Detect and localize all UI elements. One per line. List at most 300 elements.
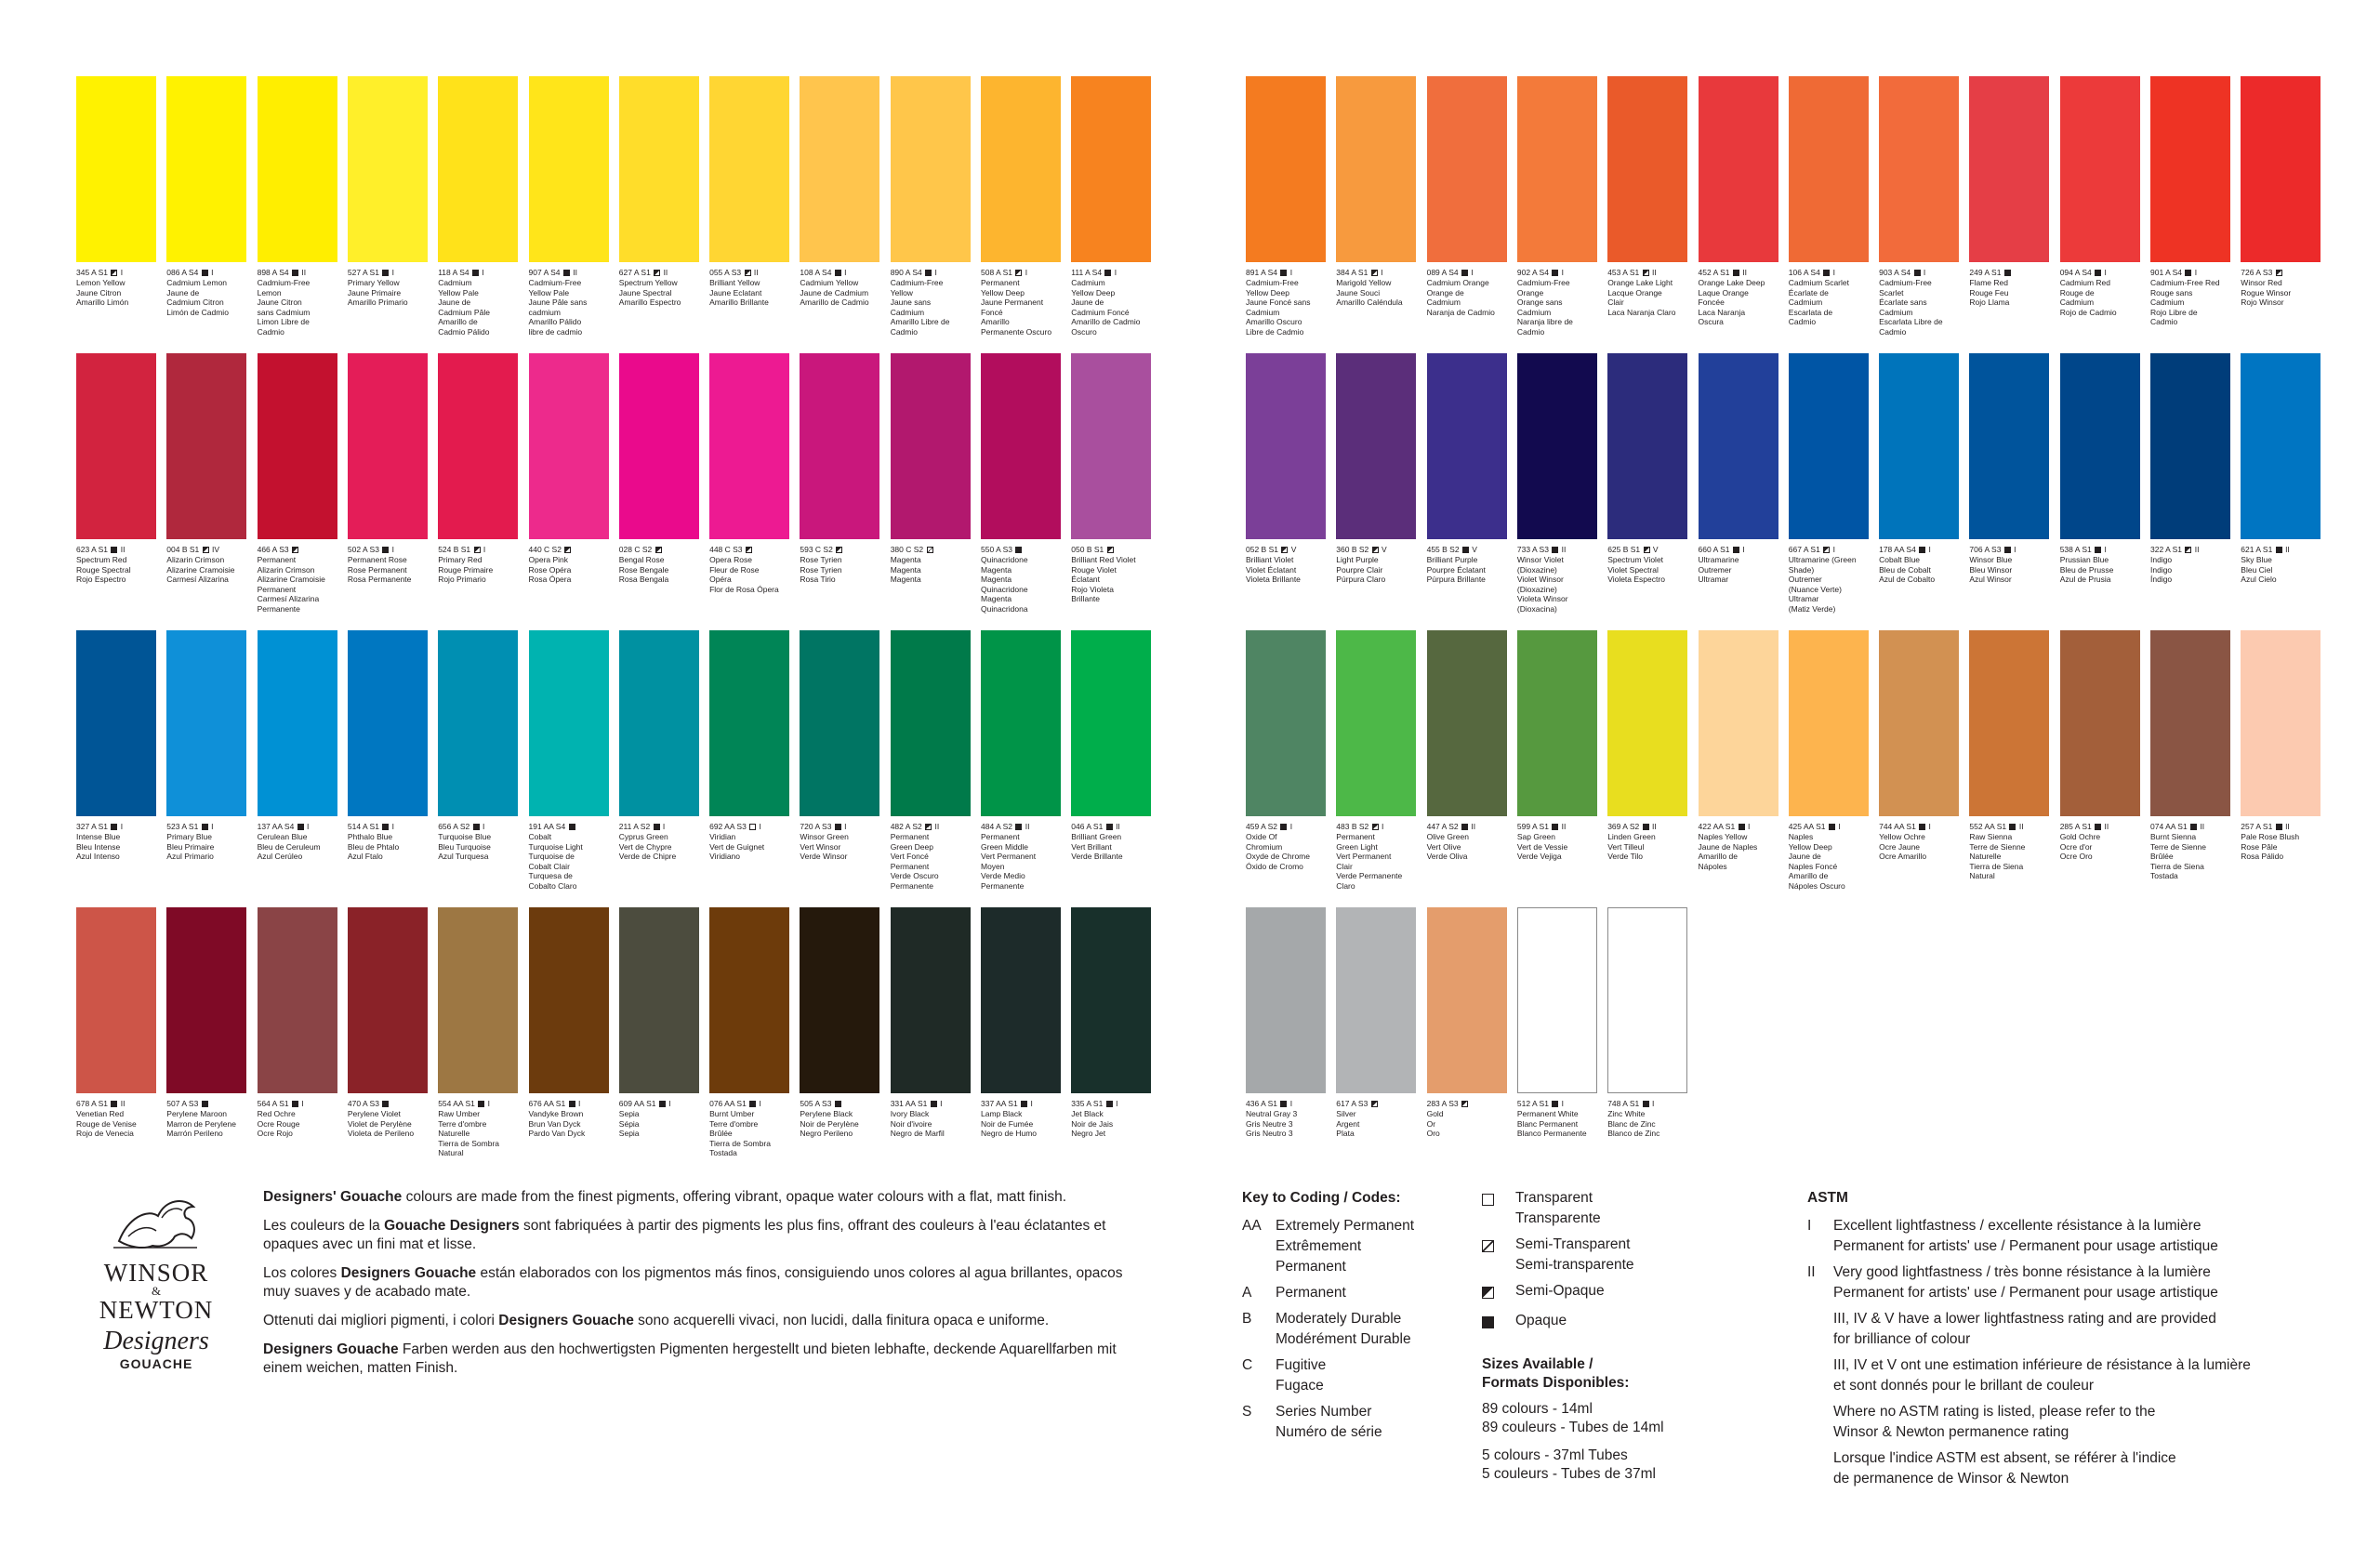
swatch-chip xyxy=(529,630,609,816)
color-swatch xyxy=(981,76,1061,337)
swatch-name-line: Oxide Of xyxy=(1246,832,1277,841)
opacity-icon xyxy=(1643,1101,1649,1107)
color-swatch xyxy=(1246,76,1326,337)
swatch-code-text: 625 B S1 xyxy=(1607,545,1643,554)
color-swatch xyxy=(1607,907,1687,1139)
swatch-name-line: Magenta xyxy=(890,564,921,575)
swatch-chip xyxy=(1427,907,1507,1093)
swatch-chip xyxy=(2241,353,2320,539)
astm-note-line: III, IV & V have a lower lightfastness rating and are provided xyxy=(1833,1311,2216,1327)
swatch-name-line: Violeta Espectro xyxy=(1607,575,1665,584)
swatch-names xyxy=(2150,278,2230,327)
swatch-chip xyxy=(348,76,428,262)
swatch-name-line: Cadmium xyxy=(1246,307,1280,317)
swatch-name-line: Ivory Black xyxy=(890,1109,930,1118)
astm-line: Permanent for artists' use / Permanent pour usage artistique xyxy=(1833,1285,2218,1301)
opacity-key-desc xyxy=(1515,1311,1567,1335)
swatch-chip xyxy=(166,353,246,539)
swatch-name-line: Rosa Permanente xyxy=(347,575,412,584)
swatch-names xyxy=(2060,278,2140,317)
swatch-name-line: Rouge Spectral xyxy=(76,564,131,575)
swatch-code-text: 191 AA S4 xyxy=(528,822,568,831)
color-swatch xyxy=(1969,353,2049,585)
opacity-icon xyxy=(835,1101,841,1107)
swatch-name-line: Primary Red xyxy=(438,555,483,564)
swatch-code-text: 720 A S3 xyxy=(800,822,834,831)
swatch-code-text: 744 AA S1 xyxy=(1879,822,1919,831)
swatch-name-line: Laca Naranja xyxy=(1698,307,1746,317)
coding-key-line: Extrêmement xyxy=(1276,1238,1362,1254)
astm-line: Permanent for artists' use / Permanent pour usage artistique xyxy=(1833,1238,2218,1254)
coding-key-desc xyxy=(1276,1402,1382,1443)
swatch-name-line: Sepia xyxy=(618,1109,640,1118)
swatch-name-line: Tierra de Sombra xyxy=(709,1138,771,1148)
coding-key-code: A xyxy=(1242,1285,1252,1301)
swatch-names xyxy=(2060,832,2140,862)
swatch-names xyxy=(166,278,246,317)
swatch-code xyxy=(709,545,789,554)
swatch-name-line: Gold xyxy=(1426,1109,1444,1118)
astm-note-line: for brilliance of colour xyxy=(1833,1331,1971,1347)
swatch-code xyxy=(1607,822,1687,831)
swatch-chip xyxy=(529,353,609,539)
swatch-name-line: libre de cadmio xyxy=(528,326,583,337)
swatch-name-line: Amarillo de xyxy=(438,317,478,326)
swatch-chip xyxy=(1336,907,1416,1093)
swatch-name-line: Orange de xyxy=(1426,287,1464,297)
swatch-name-line: Rogue Winsor xyxy=(2241,287,2292,297)
swatch-chip xyxy=(2150,353,2230,539)
opacity-icon xyxy=(473,824,480,830)
swatch-code-text: 455 B S2 xyxy=(1426,545,1461,554)
swatch-code-text: 076 AA S1 xyxy=(709,1099,749,1108)
coding-key-row xyxy=(1242,1355,1474,1396)
swatch-name-line: Cadmium-Free xyxy=(1246,278,1299,287)
swatch-names xyxy=(891,1109,971,1139)
swatch-names xyxy=(1517,832,1597,862)
swatch-chip xyxy=(1607,907,1687,1093)
swatch-names xyxy=(2241,278,2320,308)
swatch-name-line: Perylene Maroon xyxy=(166,1109,228,1118)
swatch-name-line: Olive Green xyxy=(1426,832,1469,841)
opacity-icon xyxy=(1919,547,1925,553)
swatch-name-line: Viridian xyxy=(709,832,736,841)
swatch-name-line: Lemon xyxy=(257,287,282,297)
swatch-names xyxy=(166,832,246,862)
color-swatch xyxy=(438,907,518,1158)
coding-key-line: Permanent xyxy=(1276,1285,1346,1301)
swatch-chip xyxy=(1789,353,1869,539)
opacity-key-row xyxy=(1482,1281,1696,1305)
swatch-name-line: Brûlée xyxy=(709,1129,733,1138)
swatch-names xyxy=(1246,832,1326,871)
swatch-code-text: 564 A S1 xyxy=(257,1099,291,1108)
swatch-name-line: Turquoise de xyxy=(528,852,575,861)
astm-rating: I xyxy=(118,268,124,277)
swatch-chip xyxy=(1517,907,1597,1093)
swatch-name-line: Rojo de Cadmio xyxy=(2059,307,2117,317)
color-swatch xyxy=(1427,630,1507,862)
astm-rating: I xyxy=(1649,1099,1655,1108)
swatch-code-text: 676 AA S1 xyxy=(528,1099,568,1108)
swatch-chip xyxy=(2241,76,2320,262)
swatch-code xyxy=(438,268,518,277)
swatch-chip xyxy=(1336,630,1416,816)
opacity-icon xyxy=(1106,824,1113,830)
color-swatch xyxy=(891,76,971,337)
coding-key-line: Series Number xyxy=(1276,1404,1372,1420)
astm-rating: I xyxy=(208,268,214,277)
swatch-name-line: Vert Permanent xyxy=(1336,852,1392,861)
swatch-code xyxy=(438,822,518,831)
swatch-code-text: 283 A S3 xyxy=(1426,1099,1461,1108)
swatch-names xyxy=(709,1109,789,1158)
swatch-name-line: Flame Red xyxy=(1969,278,2008,287)
astm-note xyxy=(1833,1309,2309,1350)
astm-rating: I xyxy=(937,1099,943,1108)
swatch-name-line: Ocre Rouge xyxy=(257,1118,300,1129)
swatch-code xyxy=(76,822,156,831)
swatch-names xyxy=(1517,1109,1597,1139)
swatch-names xyxy=(1607,278,1687,317)
swatch-name-line: Negro de Marfil xyxy=(890,1129,945,1138)
swatch-name-line: Indigo xyxy=(2150,555,2173,564)
swatch-name-line: Raw Umber xyxy=(438,1109,481,1118)
swatch-name-line: Jaune Permanent xyxy=(981,297,1044,307)
color-swatch xyxy=(1969,76,2049,308)
swatch-name-line: Sap Green xyxy=(1516,832,1556,841)
swatch-code-text: 466 A S3 xyxy=(257,545,291,554)
swatch-name-line: Magenta xyxy=(981,594,1012,603)
swatch-code xyxy=(1699,545,1778,554)
astm-rating: II xyxy=(299,268,307,277)
swatch-code xyxy=(800,268,879,277)
swatch-code-text: 453 A S1 xyxy=(1607,268,1642,277)
opacity-icon xyxy=(298,824,304,830)
swatch-chip xyxy=(1246,630,1326,816)
astm-rating: I xyxy=(1559,1099,1565,1108)
swatch-names xyxy=(709,278,789,308)
swatch-chip xyxy=(1879,76,1959,262)
coding-key-row xyxy=(1242,1216,1474,1277)
swatch-name-line: Ocre Amarillo xyxy=(1879,852,1927,861)
opacity-icon xyxy=(1372,824,1379,830)
swatch-name-line: Linden Green xyxy=(1607,832,1656,841)
color-swatch xyxy=(438,630,518,862)
swatch-name-line: Permanent Rose xyxy=(347,555,407,564)
swatch-code-text: 552 AA S1 xyxy=(1969,822,2009,831)
astm-note xyxy=(1833,1448,2309,1489)
opacity-icon xyxy=(292,547,298,553)
swatch-name-line: Indigo xyxy=(2150,564,2173,575)
swatch-name-line: Permanente xyxy=(981,880,1025,891)
astm-rating: V xyxy=(1289,545,1297,554)
swatch-code-text: 891 A S4 xyxy=(1246,268,1280,277)
swatch-code xyxy=(1246,1099,1326,1108)
swatch-name-line: Violeta Brillante xyxy=(1246,575,1301,584)
swatch-name-line: Yellow Pale xyxy=(438,287,479,297)
swatch-name-line: Permanente xyxy=(257,603,300,614)
swatch-code-text: 440 C S2 xyxy=(528,545,564,554)
swatch-code-text: 706 A S3 xyxy=(1969,545,2003,554)
opacity-icon xyxy=(1280,270,1287,276)
swatch-code-text: 448 C S3 xyxy=(709,545,745,554)
astm-rating: I xyxy=(1469,268,1474,277)
astm-rating: I xyxy=(575,1099,581,1108)
astm-note-line: et sont donnés pour le brillant de couleur xyxy=(1833,1378,2095,1394)
swatch-name-line: Shade) xyxy=(1788,564,1815,575)
swatch-code-text: 901 A S4 xyxy=(2150,268,2185,277)
swatch-name-line: Fleur de Rose xyxy=(709,564,760,575)
swatch-code xyxy=(258,268,337,277)
color-swatch xyxy=(2241,76,2320,308)
swatch-name-line: Bleu de Phtalo xyxy=(347,841,400,852)
opacity-icon xyxy=(478,1101,484,1107)
astm-desc xyxy=(1833,1216,2218,1257)
swatch-name-line: Perylene Violet xyxy=(347,1109,401,1118)
astm-rating: II xyxy=(2016,822,2024,831)
swatch-name-line: Prussian Blue xyxy=(2059,555,2109,564)
opacity-icon xyxy=(1552,270,1558,276)
astm-rating: II xyxy=(661,268,668,277)
swatch-name-line: Bleu de Ceruleum xyxy=(257,841,321,852)
color-swatch xyxy=(1789,353,1869,614)
swatch-name-line: Pardo Van Dyck xyxy=(528,1129,586,1138)
swatch-name-line: Light Purple xyxy=(1336,555,1379,564)
opacity-icon xyxy=(382,547,389,553)
astm-rating: I xyxy=(2011,545,2016,554)
color-swatch xyxy=(1517,907,1597,1139)
intro-paragraph xyxy=(263,1188,1137,1207)
swatch-name-line: Azul Winsor xyxy=(1969,575,2012,584)
swatch-code xyxy=(1699,822,1778,831)
swatch-code-text: 660 A S1 xyxy=(1698,545,1732,554)
astm-code: I xyxy=(1807,1218,1812,1234)
swatch-name-line: Amarillo Oscuro xyxy=(1246,317,1302,326)
swatch-names xyxy=(1246,278,1326,337)
swatch-name-line: Tierra de Siena xyxy=(1969,861,2024,871)
swatch-name-line: Rouge Primaire xyxy=(438,564,494,575)
swatch-chip xyxy=(1427,630,1507,816)
swatch-name-line: Bleu Ciel xyxy=(2241,564,2273,575)
swatch-name-line: Green Light xyxy=(1336,841,1378,852)
swatch-name-line: Bleu de Prusse xyxy=(2059,564,2114,575)
swatch-chip xyxy=(1879,353,1959,539)
swatch-name-line: Alizarin Crimson xyxy=(166,555,225,564)
swatch-name-line: Blanc Permanent xyxy=(1516,1118,1579,1129)
swatch-code xyxy=(2150,268,2230,277)
swatch-name-line: Cadmio xyxy=(890,326,918,337)
swatch-code-text: 089 A S4 xyxy=(1426,268,1461,277)
swatch-code xyxy=(1427,822,1507,831)
swatch-name-line: Verde Vejiga xyxy=(1516,852,1562,861)
color-swatch xyxy=(1246,630,1326,871)
color-swatch xyxy=(438,353,518,585)
swatch-chip xyxy=(981,76,1061,262)
astm-rating: I xyxy=(757,822,761,831)
swatch-name-line: Cadmium xyxy=(1071,278,1105,287)
astm-rating: II xyxy=(1559,545,1567,554)
swatch-code xyxy=(1879,545,1959,554)
swatch-code-text: 593 C S2 xyxy=(800,545,836,554)
swatch-names xyxy=(166,1109,246,1139)
swatch-code-text: 052 B S1 xyxy=(1246,545,1281,554)
swatch-chip xyxy=(1699,76,1778,262)
coding-key-title: Key to Coding / Codes: xyxy=(1242,1190,1401,1206)
color-swatch xyxy=(891,907,971,1139)
coding-key xyxy=(1242,1188,1474,1448)
swatch-code-text: 050 B S1 xyxy=(1071,545,1106,554)
swatch-names xyxy=(1427,555,1507,585)
swatch-code xyxy=(348,545,428,554)
swatch-chip xyxy=(1699,630,1778,816)
swatch-name-line: Zinc White xyxy=(1607,1109,1646,1118)
swatch-name-line: Cadmium Yellow xyxy=(800,278,859,287)
opacity-icon xyxy=(925,270,932,276)
swatch-name-line: Negro de Humo xyxy=(981,1129,1038,1138)
color-swatch xyxy=(981,353,1061,614)
swatch-name-line: Ultramar xyxy=(1698,575,1729,584)
swatch-code xyxy=(2241,545,2320,554)
swatch-name-line: Limon Libre de xyxy=(257,317,310,326)
swatch-chip xyxy=(891,76,971,262)
opacity-icon xyxy=(111,547,117,553)
swatch-code xyxy=(348,1099,428,1108)
swatch-name-line: Primary Yellow xyxy=(347,278,400,287)
swatch-chip xyxy=(2060,353,2140,539)
swatch-name-line: Azul Cerúleo xyxy=(257,852,303,861)
swatch-name-line: Marigold Yellow xyxy=(1336,278,1392,287)
astm-rating: I xyxy=(299,1099,304,1108)
swatch-name-line: Naturelle xyxy=(438,1129,470,1138)
swatch-chip xyxy=(709,907,789,1093)
swatch-names xyxy=(1517,278,1597,337)
color-swatch xyxy=(981,907,1061,1139)
swatch-code xyxy=(800,822,879,831)
opacity-icon xyxy=(1919,824,1925,830)
swatch-names xyxy=(1336,1109,1416,1139)
swatch-code xyxy=(1517,268,1597,277)
swatch-code xyxy=(258,822,337,831)
opacity-icon xyxy=(1739,824,1745,830)
swatch-names xyxy=(619,278,699,308)
swatch-name-line: Negro Jet xyxy=(1071,1129,1106,1138)
swatch-code xyxy=(1607,1099,1687,1108)
intro-bold: Designers Gouache xyxy=(498,1313,634,1328)
swatch-chip xyxy=(1607,630,1687,816)
swatch-name-line: Verde de Chipre xyxy=(618,852,677,861)
swatch-code-text: 621 A S1 xyxy=(2241,545,2275,554)
swatch-chip xyxy=(1246,907,1326,1093)
swatch-code xyxy=(1336,1099,1416,1108)
swatch-name-line: Cadmium-Free xyxy=(528,278,582,287)
swatch-name-line: Púrpura Claro xyxy=(1336,575,1386,584)
opacity-icon xyxy=(292,1101,298,1107)
swatch-chip xyxy=(438,630,518,816)
swatch-code-text: 505 A S3 xyxy=(800,1099,834,1108)
swatch-name-line: Venetian Red xyxy=(76,1109,125,1118)
brand-winsor: WINSOR xyxy=(103,1259,209,1287)
swatch-name-line: Azul Primario xyxy=(166,852,214,861)
color-swatch xyxy=(2060,76,2140,317)
coding-key-code: B xyxy=(1242,1311,1252,1327)
swatch-code-text: 599 A S1 xyxy=(1516,822,1552,831)
color-swatch xyxy=(1517,76,1597,337)
swatch-code-text: 692 AA S3 xyxy=(709,822,749,831)
opacity-icon xyxy=(835,824,841,830)
swatch-code-text: 436 A S1 xyxy=(1246,1099,1280,1108)
opacity-icon xyxy=(1015,824,1022,830)
swatch-names xyxy=(529,1109,609,1139)
astm-rating: I xyxy=(1926,545,1931,554)
opacity-icon xyxy=(1281,547,1288,553)
opacity-key xyxy=(1482,1188,1696,1341)
intro-text: están elaborados con los pigmentos más finos, consiguiendo unos colores al agua brillantes, opacos muy suaves y de acabado mate. xyxy=(263,1265,1123,1300)
astm-rating: I xyxy=(485,1099,490,1108)
swatch-name-line: Azul Intenso xyxy=(76,852,120,861)
swatch-name-line: Brilliant Green xyxy=(1071,832,1122,841)
swatch-name-line: Pourpre Éclatant xyxy=(1426,564,1486,575)
swatch-code-text: 055 A S3 xyxy=(709,268,744,277)
swatch-code xyxy=(166,1099,246,1108)
swatch-chip xyxy=(258,630,337,816)
opacity-icon xyxy=(836,547,842,553)
swatch-name-line: Red Ochre xyxy=(257,1109,296,1118)
swatch-name-line: Winsor Green xyxy=(800,832,849,841)
swatch-code-text: 554 AA S1 xyxy=(438,1099,478,1108)
swatch-code xyxy=(1969,822,2049,831)
swatch-name-line: Amarillo de xyxy=(1698,852,1739,861)
swatch-names xyxy=(800,278,879,308)
swatch-chip xyxy=(800,353,879,539)
opacity-key-line: Semi-Opaque xyxy=(1515,1283,1605,1299)
swatch-code xyxy=(619,822,699,831)
swatch-code xyxy=(166,268,246,277)
swatch-code xyxy=(348,822,428,831)
swatch-name-line: Vert de Guignet xyxy=(709,841,765,852)
swatch-code xyxy=(891,545,971,554)
swatch-name-line: Amarillo de Cadmio xyxy=(1071,317,1141,326)
swatch-name-line: Verde Winsor xyxy=(800,852,848,861)
color-swatch xyxy=(1969,630,2049,881)
swatch-name-line: Spectrum Red xyxy=(76,555,127,564)
opacity-icon xyxy=(927,547,933,553)
intro-paragraph xyxy=(263,1312,1137,1330)
intro-text: colours are made from the finest pigments, offering vibrant, opaque water colours with a flat, matt finish. xyxy=(402,1189,1067,1205)
winsor-newton-logo xyxy=(82,1190,231,1371)
swatch-chip xyxy=(1699,353,1778,539)
swatch-name-line: Brilliant Violet xyxy=(1246,555,1294,564)
opacity-icon xyxy=(2190,824,2197,830)
swatch-name-line: Cadmium-Free xyxy=(257,278,311,287)
opacity-icon xyxy=(1461,824,1468,830)
color-swatch xyxy=(1789,630,1869,891)
intro-paragraph xyxy=(263,1217,1137,1254)
swatch-name-line: Azul de Prusia xyxy=(2059,575,2111,584)
color-swatch xyxy=(619,353,699,585)
swatch-chip xyxy=(76,76,156,262)
swatch-name-line: Burnt Umber xyxy=(709,1109,755,1118)
swatch-name-line: Sépia xyxy=(618,1118,640,1129)
opacity-icon xyxy=(382,270,389,276)
swatch-name-line: Perylene Black xyxy=(800,1109,853,1118)
swatch-name-line: Clair xyxy=(1607,297,1624,307)
swatch-chip xyxy=(709,76,789,262)
swatch-name-line: Vert Permanent xyxy=(981,852,1037,861)
color-swatch xyxy=(619,907,699,1139)
coding-key-line: Numéro de série xyxy=(1276,1424,1382,1440)
swatch-names xyxy=(1699,555,1778,585)
